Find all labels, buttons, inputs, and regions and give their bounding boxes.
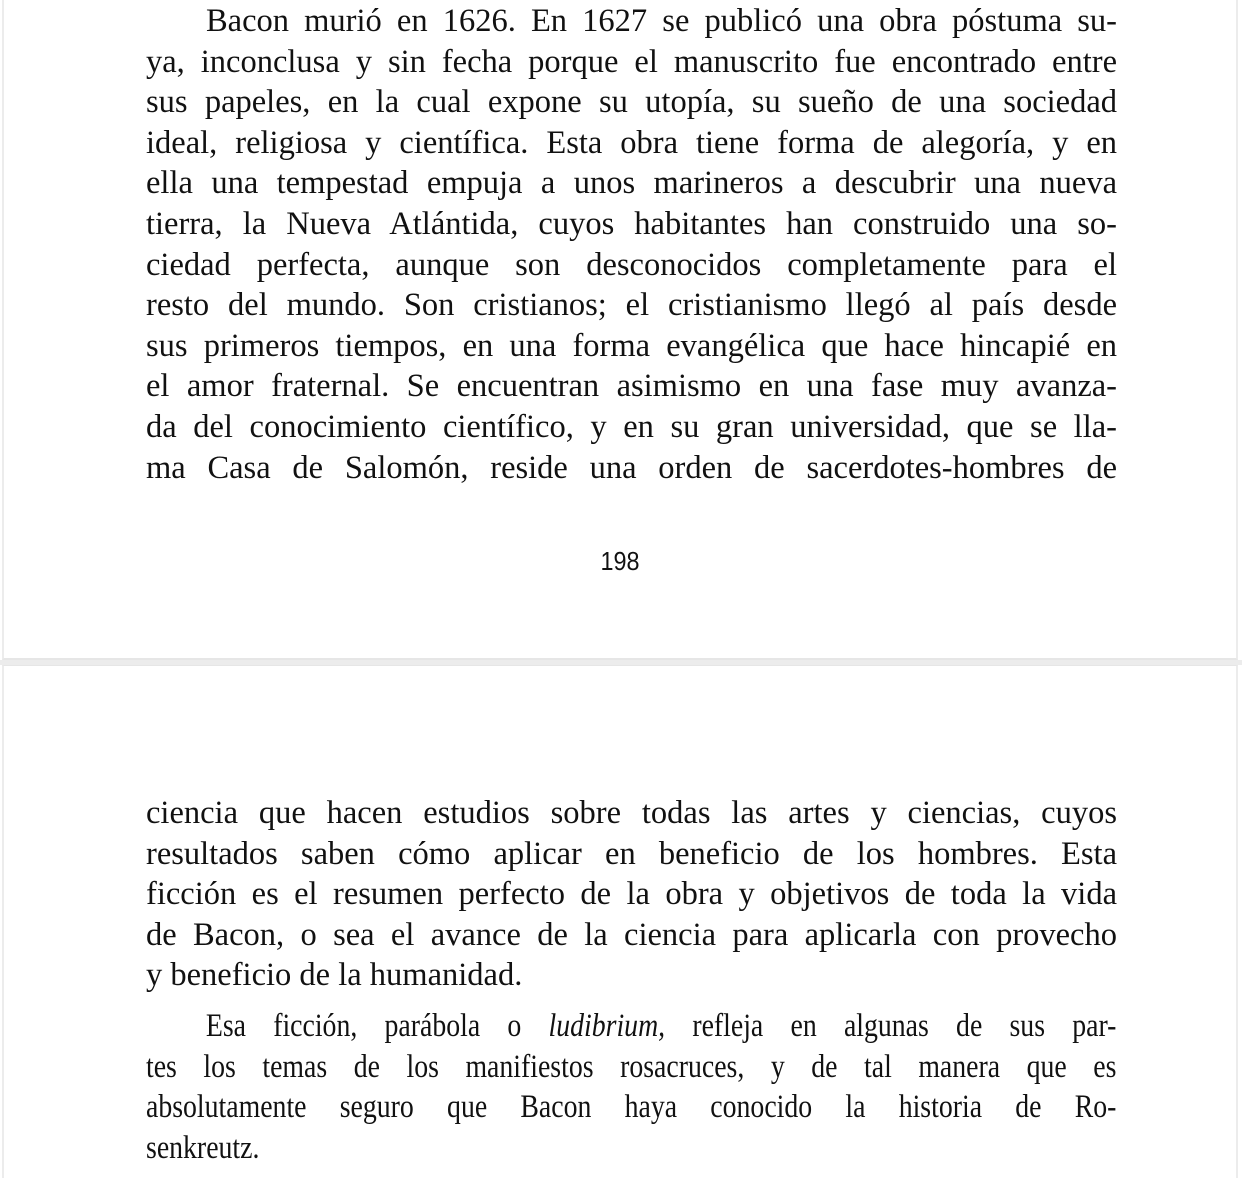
text-line: sus papeles, en la cual expone su utopía, su sueño de una sociedad bbox=[146, 84, 1117, 121]
paragraph bbox=[146, 1006, 1117, 1168]
text-line: el amor fraternal. Se encuentran asimismo en una fase muy avanza- bbox=[146, 368, 1117, 405]
text-line: resultados saben cómo aplicar en beneficio de los hombres. Esta bbox=[146, 835, 1117, 872]
text-line: ciedad perfecta, aunque son desconocidos completamente para el bbox=[146, 246, 1117, 283]
text-line: da del conocimiento científico, y en su gran universidad, que se lla- bbox=[146, 408, 1117, 445]
text-line: de Bacon, o sea el avance de la ciencia para aplicarla con provecho bbox=[146, 916, 1117, 953]
text-line: absolutamente seguro que Bacon haya conocido la historia de Ro- bbox=[146, 1089, 1117, 1126]
page-198 bbox=[2, 0, 1238, 660]
text-line: ella una tempestad empuja a unos marineros a descubrir una nueva bbox=[146, 165, 1117, 202]
paragraph bbox=[146, 793, 1117, 996]
text-line: ya, inconclusa y sin fecha porque el manuscrito fue encontrado entre bbox=[146, 43, 1117, 80]
body-text-bottom bbox=[146, 793, 1117, 1168]
text-line: senkreutz. bbox=[146, 1129, 260, 1166]
text-line: Bacon murió en 1626. En 1627 se publicó una obra póstuma su- bbox=[206, 3, 1117, 39]
text-line: sus primeros tiempos, en una forma evangélica que hace hincapié en bbox=[146, 327, 1117, 364]
text-line: ma Casa de Salomón, reside una orden de sacerdotes-hombres de bbox=[146, 449, 1117, 486]
text-line: ciencia que hacen estudios sobre todas las artes y ciencias, cuyos bbox=[146, 795, 1117, 831]
text-fragment: Esa ficción, parábola o bbox=[205, 1007, 522, 1044]
italic-term: ludibrium, bbox=[548, 1007, 666, 1044]
text-line: resto del mundo. Son cristianos; el cristianismo llegó al país desde bbox=[146, 287, 1117, 324]
body-text-top bbox=[146, 1, 1117, 488]
text-line: ideal, religiosa y científica. Esta obra tiene forma de alegoría, y en bbox=[146, 124, 1117, 161]
text-line: tierra, la Nueva Atlántida, cuyos habitantes han construido una so- bbox=[146, 205, 1117, 242]
text-line: tes los temas de los manifiestos rosacruces, y de tal manera que es bbox=[146, 1048, 1117, 1085]
text-line bbox=[146, 1006, 1116, 1047]
page-number: 198 bbox=[600, 546, 640, 576]
text-fragment: refleja en algunas de sus par- bbox=[692, 1007, 1117, 1044]
page-199 bbox=[2, 665, 1238, 1178]
text-line: ficción es el resumen perfecto de la obra y objetivos de toda la vida bbox=[146, 876, 1117, 913]
text-line: y beneficio de la humanidad. bbox=[146, 957, 523, 994]
